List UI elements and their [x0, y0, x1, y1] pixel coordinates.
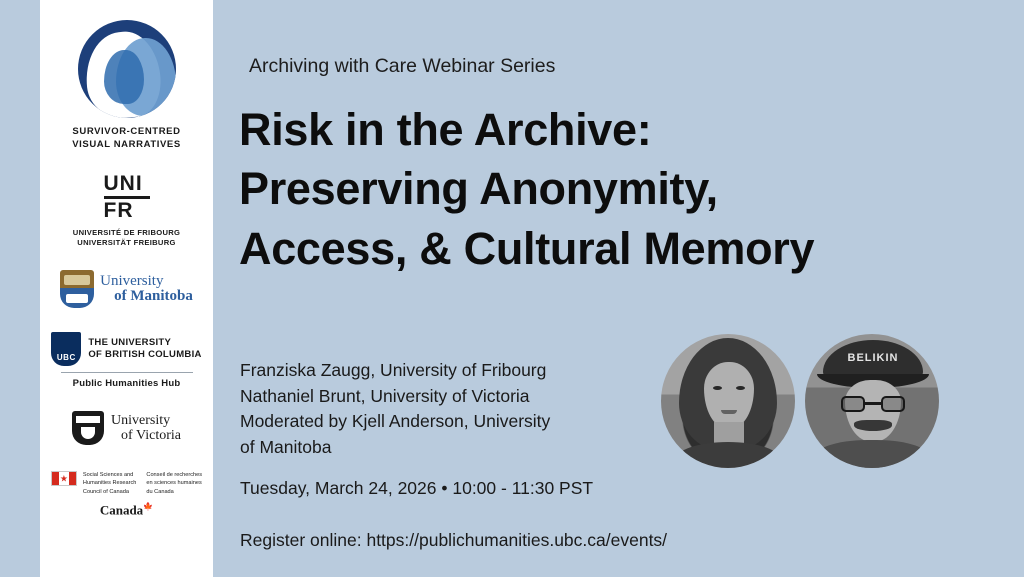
- sshrc-fr-line3: du Canada: [146, 488, 174, 495]
- logo-ubc-public-humanities-hub: [20, 332, 233, 389]
- uvic-label-line1: University: [111, 413, 171, 429]
- manitoba-label-line2: of Manitoba: [114, 288, 193, 305]
- canada-wordmark: [100, 502, 153, 518]
- profile-heads-icon: [78, 20, 176, 118]
- sponsor-logo-bar: [0, 0, 213, 577]
- ubc-label-line1: THE UNIVERSITY: [88, 336, 172, 348]
- speaker-line-4: of Manitoba: [240, 437, 332, 458]
- speaker-portrait-nathaniel-brunt: [805, 334, 939, 468]
- sshrc-fr-line2: en sciences humaines: [146, 480, 202, 487]
- eyeglasses-icon: [841, 396, 905, 412]
- left-edge-strip: [0, 0, 40, 577]
- unifr-mark-line2: FR: [103, 199, 134, 223]
- poster-content: [213, 0, 1024, 577]
- canada-flag-icon: ★: [51, 471, 77, 486]
- title-line-3: Access, & Cultural Memory: [239, 222, 815, 274]
- sshrc-en-line3: Council of Canada: [82, 488, 129, 495]
- maple-leaf-icon: 🍁: [143, 501, 154, 511]
- unifr-wordmark: [103, 171, 150, 223]
- ubc-divider: [61, 372, 193, 373]
- speaker-line-2: Nathaniel Brunt, University of Victoria: [240, 385, 530, 406]
- event-datetime: Tuesday, March 24, 2026 • 10:00 - 11:30 PST: [240, 478, 594, 498]
- sshrc-fr-line1: Conseil de recherches: [146, 472, 203, 479]
- unifr-sub-line1: UNIVERSITÉ DE FRIBOURG: [72, 227, 181, 237]
- uvic-shield-icon: [72, 411, 104, 445]
- ubc-label-line2: OF BRITISH COLUMBIA: [88, 349, 202, 361]
- speaker-portrait-franziska-zaugg: [661, 334, 795, 468]
- scvn-label-line1: SURVIVOR-CENTRED: [72, 126, 181, 137]
- ubc-unit-label: Public Humanities Hub: [72, 378, 181, 390]
- title-line-2: Preserving Anonymity,: [239, 163, 718, 215]
- series-label: Archiving with Care Webinar Series: [249, 55, 556, 77]
- logo-sshrc-canada: [43, 471, 211, 518]
- manitoba-crest-icon: [60, 270, 94, 308]
- speaker-line-3: Moderated by Kjell Anderson, University: [240, 411, 551, 432]
- cap-text: BELIKIN: [847, 352, 899, 364]
- unifr-sub-line2: UNIVERSITÄT FREIBURG: [77, 238, 176, 248]
- logo-university-of-fribourg: [40, 171, 213, 249]
- sshrc-en-line2: Humanities Research: [82, 480, 137, 487]
- speaker-list: [240, 358, 660, 461]
- sshrc-en-line1: Social Sciences and: [82, 472, 134, 479]
- logo-university-of-victoria: [40, 389, 213, 445]
- canada-wordmark-text: Canada: [99, 501, 144, 517]
- logo-survivor-centred-visual-narratives: [40, 20, 213, 152]
- registration-link[interactable]: Register online: https://publichumanities.ubc.ca/events/: [240, 530, 668, 550]
- title-line-1: Risk in the Archive:: [239, 104, 652, 155]
- ubc-shield-icon: UBC: [51, 332, 81, 366]
- scvn-label-line2: VISUAL NARRATIVES: [72, 138, 181, 150]
- unifr-mark-line1: UNI: [103, 171, 143, 195]
- manitoba-label-line1: University: [100, 272, 164, 289]
- page-title: [239, 100, 1019, 278]
- speaker-line-1: Franziska Zaugg, University of Fribourg: [240, 360, 547, 380]
- uvic-label-line2: of Victoria: [121, 428, 181, 444]
- logo-university-of-manitoba: [40, 248, 213, 308]
